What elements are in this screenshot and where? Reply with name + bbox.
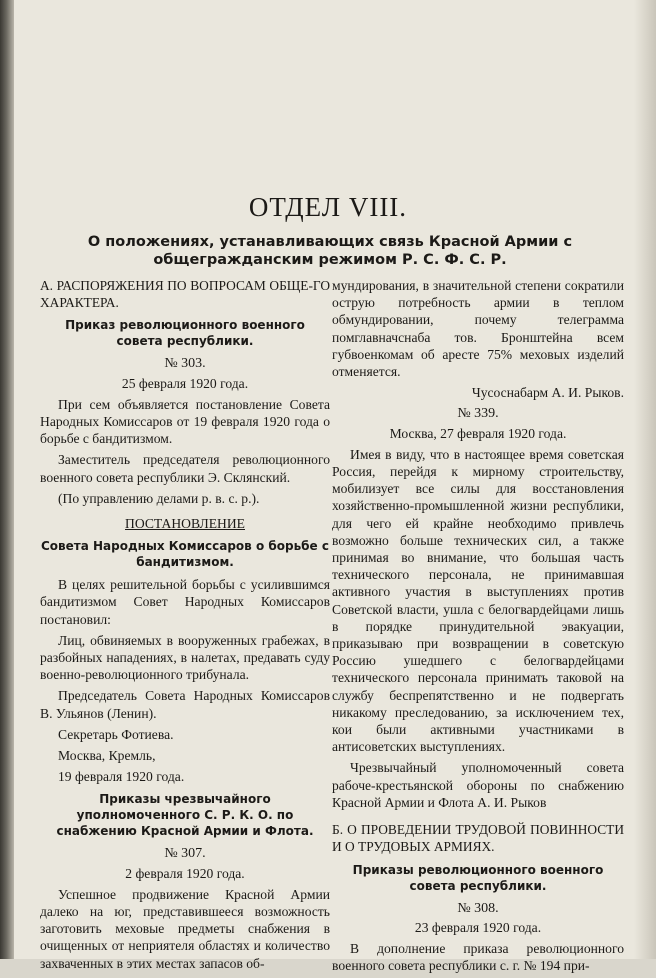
order-number: № 339. — [457, 406, 499, 422]
order-date: Москва, 27 февраля 1920 года. — [389, 425, 567, 441]
orders-heading: Приказы чрезвычайного уполномоченного С. Р. К. О. по снабжению Красной Армии и Флота. — [56, 792, 314, 839]
signature: Чусоснабарм А. И. Рыков. — [471, 385, 624, 401]
section-a-heading: А. РАСПОРЯЖЕНИЯ ПО ВОПРОСАМ ОБЩЕ-ГО ХАРАКТЕРА. — [40, 278, 330, 311]
order-number: № 308. — [457, 900, 499, 916]
page-edge — [634, 0, 656, 959]
paragraph: 19 февраля 1920 года. — [58, 769, 185, 785]
order-date: 25 февраля 1920 года. — [121, 375, 249, 391]
paragraph: В целях решительной борьбы с усилившимся бандитизмом Совет Народных Комиссаров постановил: — [40, 577, 330, 627]
paragraph: Москва, Кремль, — [58, 748, 156, 764]
paragraph: Заместитель председателя революционного военного совета республики Э. Склянский. — [40, 452, 330, 485]
order-heading: Приказ революционного военного совета республики. — [65, 318, 305, 349]
paragraph: (По управлению делами р. в. с. р.). — [58, 490, 260, 506]
paragraph: Успешное продвижение Красной Армии далеко на юг, представившееся возможность заготовить меховые предметы снабжения в очищенных от неприятеля областях и количество захваченных в этих местах запасов об- — [40, 886, 330, 971]
decree-title: ПОСТАНОВЛЕНИЕ — [125, 516, 245, 532]
left-column — [40, 277, 330, 976]
order-number: № 303. — [164, 356, 206, 372]
section-b-heading: Б. О ПРОВЕДЕНИИ ТРУДОВОЙ ПОВИННОСТИ И О ТРУДОВЫХ АРМИЯХ. — [332, 822, 624, 855]
order-date: 2 февраля 1920 года. — [125, 865, 245, 881]
paragraph: Чрезвычайный уполномоченный совета рабоче-крестьянской обороны по снабжению Красной Армии и Флота А. И. Рыков — [332, 760, 624, 810]
paragraph: В дополнение приказа революционного военного совета республики с. г. № 194 при- — [332, 940, 624, 974]
order-number: № 307. — [164, 846, 206, 862]
paragraph: мундирования, в значительной степени сократили острую потребность армии в теплом обмундировании, почему телеграмма помглавначснаба тов. Бронштейна всем губвоенкомам об аресте 75% меховых изделий отменяется. — [332, 278, 624, 380]
paragraph: При сем объявляется постановление Совета Народных Комиссаров от 19 февраля 1920 года о борьбе с бандитизмом. — [40, 396, 330, 447]
book-spine-shadow — [0, 0, 14, 959]
section-title: ОТДЕЛ VIII. — [248, 192, 408, 222]
paragraph: Лиц, обвиняемых в вооруженных грабежах, в разбойных нападениях, в налетах, предавать суду военно-революционного трибунала. — [40, 632, 330, 683]
paragraph: Секретарь Фотиева. — [58, 726, 174, 742]
section-subtitle: О положениях, устанавливающих связь Красной Армии с общегражданским режимом Р. С. Ф. С. Р. — [87, 234, 573, 268]
order-heading: Приказы революционного военного совета республики. — [352, 862, 604, 893]
decree-heading: Совета Народных Комиссаров о борьбе с бандитизмом. — [41, 539, 329, 570]
order-date: 23 февраля 1920 года. — [414, 919, 542, 935]
right-column — [332, 277, 624, 978]
paragraph: Имея в виду, что в настоящее время советская Россия, перейдя к мирному строительству, мобилизует все силы для восстановления хозяйственно-промышленной жизни республики, для чего ей крайне необходимо привлечь возможно больше технических сил, а также принимая во внимание, что большая часть технического персонала, не принимавшая активного участия в выступлениях против Советской власти, ушла с белогвардейцами лишь в порядке принудительной эвакуации, приказываю при возвращении в советскую Россию ушедшего с белогвардейцами технического персонала принимать таковой на службу беспрепятственно и не подвергать никакому преследованию, за исключением тех, кои были активными участниками в антисоветских выступлениях. — [332, 446, 624, 755]
paragraph: Председатель Совета Народных Комиссаров В. Ульянов (Ленин). — [40, 688, 330, 721]
